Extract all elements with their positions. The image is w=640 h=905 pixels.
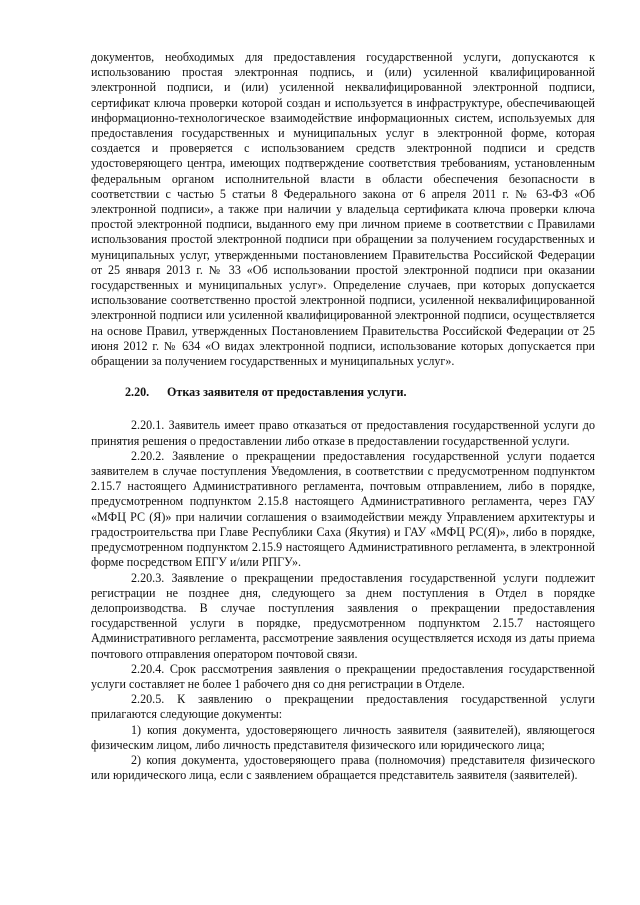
list-item-2: 2) копия документа, удостоверяющего права (полномочия) представителя физического или юридического лица, если с заявлением обращается представитель заявителя (заявителей). bbox=[91, 752, 595, 783]
paragraph-2-20-3: 2.20.3. Заявление о прекращении предоставления государственной услуги подлежит регистрации не позднее дня, следующего за днем поступления в Отдел в порядке делопроизводства. В случае поступления заявления о прекращении предоставления государственной услуги в порядке, предусмотренном подпунктом 2.15.7 настоящего Административного регламента, рассмотрение заявления осуществляется исходя из даты приема почтового отправления оператором почтовой связи. bbox=[91, 570, 595, 661]
section-title: Отказ заявителя от предоставления услуги. bbox=[167, 385, 407, 400]
paragraph-2-20-4: 2.20.4. Срок рассмотрения заявления о прекращении предоставления государственной услуги составляет не более 1 рабочего дня со дня регистрации в Отделе. bbox=[91, 661, 595, 691]
paragraph-2-20-5: 2.20.5. К заявлению о прекращении предоставления государственной услуги прилагаются следующие документы: bbox=[91, 692, 595, 722]
section-heading bbox=[125, 385, 595, 400]
paragraph-2-20-2: 2.20.2. Заявление о прекращении предоставления государственной услуги подается заявителем в случае поступления Уведомления, в соответствии с предусмотренном подпунктом 2.15.7 настоящего Административного регламента, почтовым отправлением, либо в порядке, предусмотренном подпунктом 2.15.8 настоящего Административного регламента, через ГАУ «МФЦ РС (Я)» при наличии соглашения о взаимодействии между Управлением архитектуры и градостроительства при Главе Республики Саха (Якутия) и ГАУ «МФЦ РС(Я)», либо в порядке, предусмотренном подпунктом 2.15.9 настоящего Административного регламента, в электронной форме посредством ЕПГУ и/или РПГУ». bbox=[91, 448, 595, 570]
section-number: 2.20. bbox=[125, 385, 150, 400]
paragraph-2-20-1: 2.20.1. Заявитель имеет право отказаться от предоставления государственной услуги до принятия решения о предоставлении либо отказе в предоставлении государственной услуги. bbox=[91, 418, 595, 448]
intro-paragraph: документов, необходимых для предоставления государственной услуги, допускаются к использованию простая электронная подпись, и (или) усиленной квалифицированной электронной подписи, и (или) усиленной неквалифицированной электронной подписи, сертификат ключа проверки которой создан и используется в инфраструктуре, обеспечивающей информационно-технологическое взаимодействие информационных систем, используемых для предоставления государственных и муниципальных услуг в электронной форме, которая создается и проверяется с использованием средств электронной подписи и средств удостоверяющего центра, имеющих подтверждение соответствия требованиям, установленным федеральным органом исполнительной власти в области обеспечения безопасности в соответствии с частью 5 статьи 8 Федерального закона от 6 апреля 2011 г. № 63-ФЗ «Об электронной подписи», а также при наличии у владельца сертификата ключа проверки ключа простой электронной подписи, выданного ему при личном приеме в соответствии с Правилами использования простой электронной подписи при обращении за получением государственных и муниципальных услуг, утвержденными постановлением Правительства Российской Федерации от 25 января 2013 г. № 33 «Об использовании простой электронной подписи при оказании государственных и муниципальных услуг». Определение случаев, при которых допускается использование соответственно простой электронной подписи, усиленной неквалифицированной электронной подписи или усиленной квалифицированной электронной подписи, осуществляется на основе Правил, утвержденных Постановлением Правительства Российской Федерации от 25 июня 2012 г. № 634 «О видах электронной подписи, использование которых допускается при обращении за получением государственных и муниципальных услуг». bbox=[91, 50, 595, 369]
list-item-1: 1) копия документа, удостоверяющего личность заявителя (заявителей), являющегося физическим лицом, либо личность представителя физического или юридического лица; bbox=[91, 722, 595, 752]
